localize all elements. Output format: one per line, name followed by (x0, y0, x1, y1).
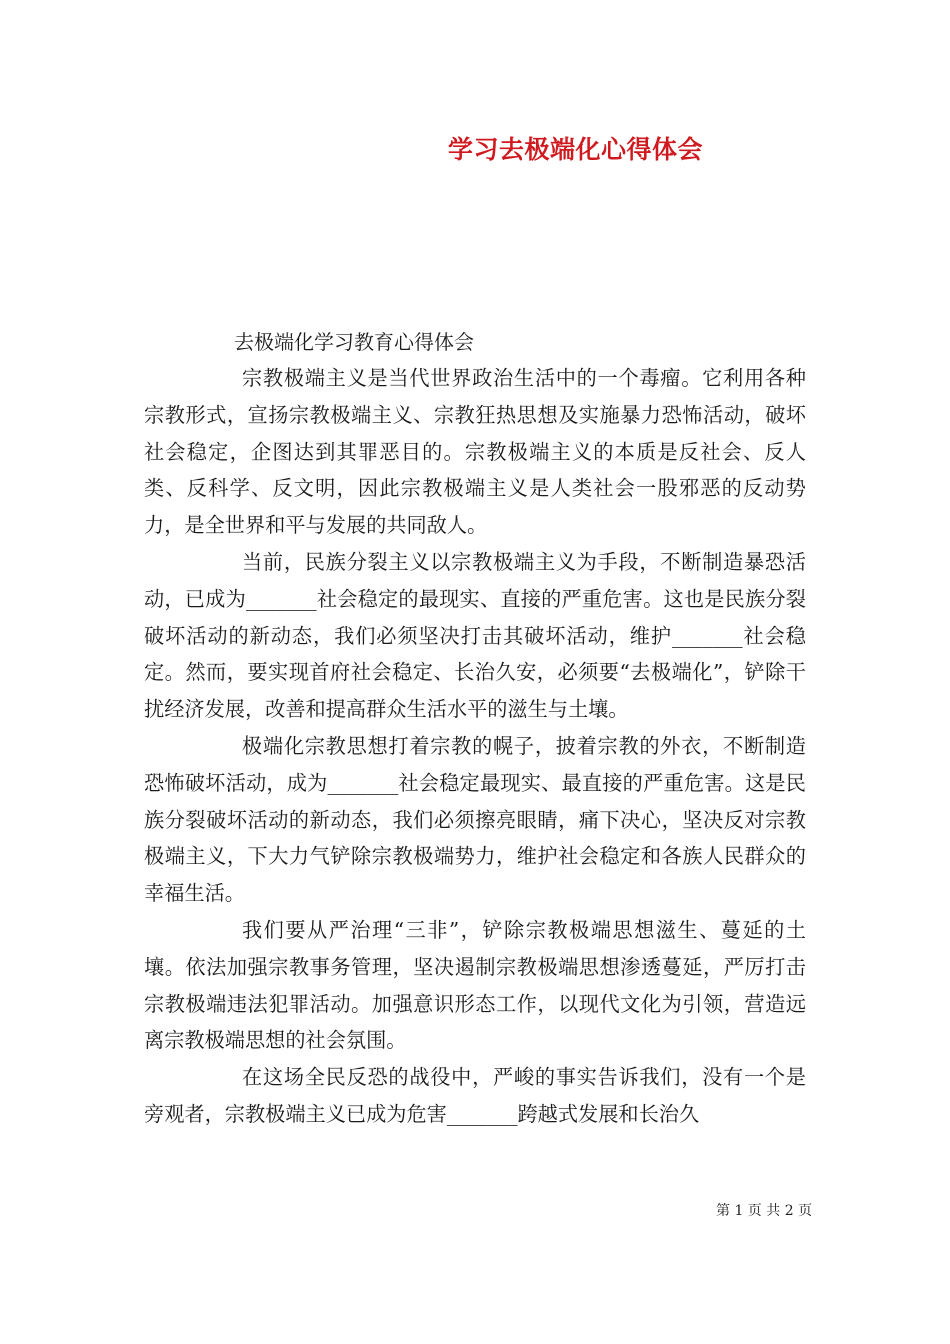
document-subtitle: 去极端化学习教育心得体会 (234, 330, 474, 354)
page-title: 学习去极端化心得体会 (448, 135, 704, 164)
page-number-footer: 第 1 页 共 2 页 (716, 1203, 813, 1219)
paragraph-4: 我们要从严治理“三非”，铲除宗教极端思想滋生、蔓延的土壤。依法加强宗教事务管理，坚决遏制宗教极端思想渗透蔓延，严厉打击宗教极端违法犯罪活动。加强意识形态工作，以现代文化为引领，营造远离宗教极端思想的社会氛围。 (144, 917, 806, 1053)
paragraph-2: 当前，民族分裂主义以宗教极端主义为手段，不断制造暴恐活动，已成为_______社会稳定的最现实、直接的严重危害。这也是民族分裂破坏活动的新动态，我们必须坚决打击其破坏活动，维护_______社会稳定。然而，要实现首府社会稳定、长治久安，必须要“去极端化”，铲除干扰经济发展，改善和提高群众生活水平的滋生与土壤。 (144, 549, 806, 722)
paragraph-1: 宗教极端主义是当代世界政治生活中的一个毒瘤。它利用各种宗教形式，宣扬宗教极端主义、宗教狂热思想及实施暴力恐怖活动，破坏社会稳定，企图达到其罪恶目的。宗教极端主义的本质是反社会、反人类、反科学、反文明，因此宗教极端主义是人类社会一股邪恶的反动势力，是全世界和平与发展的共同敌人。 (144, 366, 806, 538)
paragraph-5: 在这场全民反恐的战役中，严峻的事实告诉我们，没有一个是旁观者，宗教极端主义已成为危害_______跨越式发展和长治久 (144, 1065, 806, 1126)
paragraph-3: 极端化宗教思想打着宗教的幌子，披着宗教的外衣，不断制造恐怖破坏活动，成为_______社会稳定最现实、最直接的严重危害。这是民族分裂破坏活动的新动态，我们必须擦亮眼睛，痛下决心，坚决反对宗教极端主义，下大力气铲除宗教极端势力，维护社会稳定和各族人民群众的幸福生活。 (144, 733, 806, 906)
document-body (144, 325, 806, 1133)
